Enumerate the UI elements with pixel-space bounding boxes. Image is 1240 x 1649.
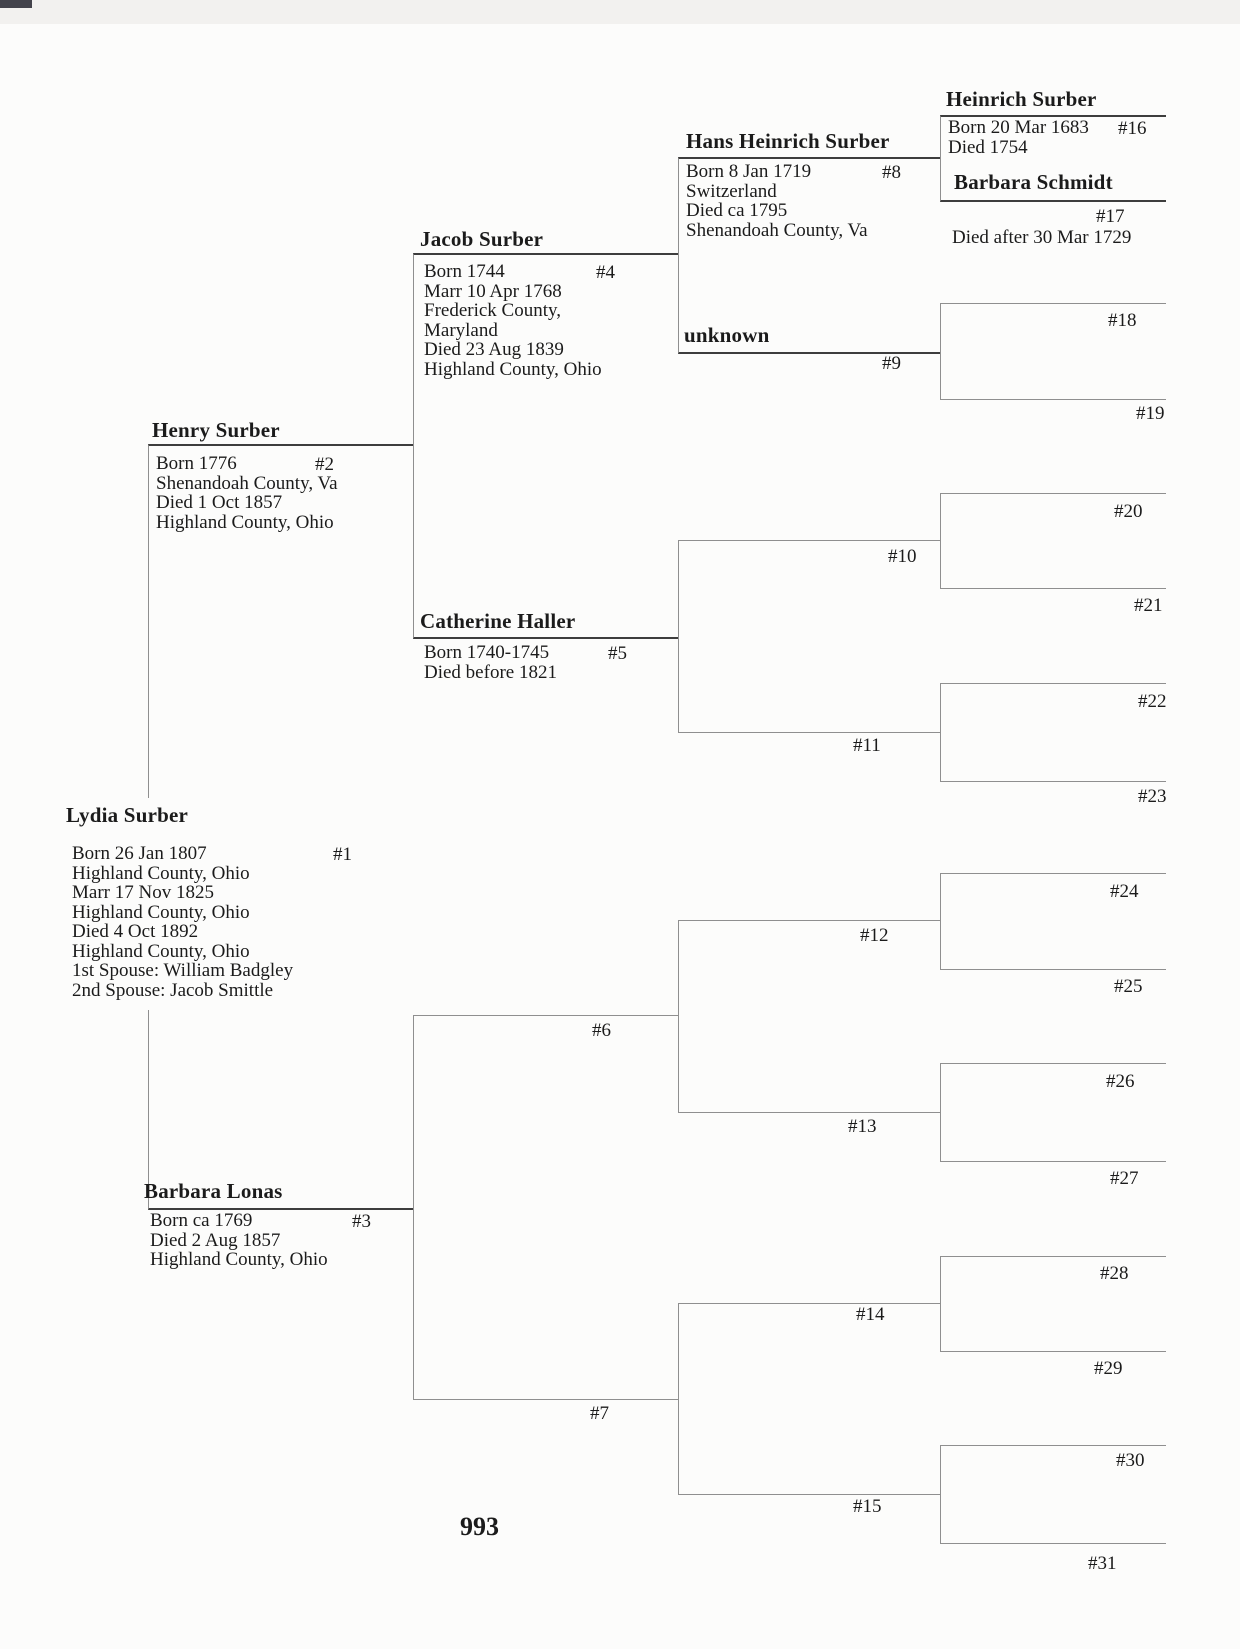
scan-corner-mark [0, 0, 32, 8]
ancestor-number-30: #30 [1116, 1450, 1145, 1471]
ancestor-number-8: #8 [882, 162, 901, 183]
bracket-couple-10-11 [678, 540, 941, 733]
ancestor-number-2: #2 [315, 454, 334, 475]
ancestor-number-16: #16 [1118, 118, 1147, 139]
detail-line: Died before 1821 [424, 661, 557, 683]
ancestor-number-20: #20 [1114, 501, 1143, 522]
ancestor-number-6: #6 [592, 1020, 611, 1041]
detail-line: 1st Spouse: William Badgley [72, 960, 294, 981]
detail-line: Died 2 Aug 1857 [150, 1229, 281, 1251]
person-name-catherine-haller: Catherine Haller [420, 609, 576, 633]
person-details-lydia-surber [72, 844, 293, 1000]
detail-line: Highland County, Ohio [150, 1249, 328, 1270]
detail-line: Shenandoah County, Va [156, 472, 338, 494]
detail-line: Born 1744 [424, 261, 505, 282]
ancestor-number-28: #28 [1100, 1263, 1129, 1284]
ancestor-number-4: #4 [596, 262, 615, 283]
detail-line: Born ca 1769 [150, 1210, 253, 1231]
detail-line: Frederick County, [424, 300, 562, 321]
ancestor-number-18: #18 [1108, 310, 1137, 331]
detail-line: Marr 17 Nov 1825 [72, 882, 214, 903]
ancestor-number-10: #10 [888, 546, 917, 567]
person-details-jacob-surber [424, 262, 602, 379]
detail-line: Died 1 Oct 1857 [156, 492, 283, 513]
ancestor-number-22: #22 [1138, 691, 1167, 712]
page-number: 993 [460, 1512, 499, 1541]
ancestor-number-29: #29 [1094, 1358, 1123, 1379]
scan-edge-strip [0, 0, 1240, 24]
ancestor-number-9: #9 [882, 353, 901, 374]
ancestor-number-19: #19 [1136, 403, 1165, 424]
ancestor-number-24: #24 [1110, 881, 1139, 902]
person-details-catherine-haller [424, 643, 557, 682]
detail-line: Died ca 1795 [686, 200, 788, 221]
ancestor-number-14: #14 [856, 1304, 885, 1325]
detail-line: Died after 30 Mar 1729 [952, 227, 1132, 248]
detail-line: Highland County, Ohio [72, 940, 250, 962]
detail-line: Born 1776 [156, 453, 237, 474]
detail-line: Born 20 Mar 1683 [948, 117, 1089, 138]
detail-line: Maryland [424, 319, 498, 341]
ancestor-number-7: #7 [590, 1403, 609, 1424]
ancestor-number-21: #21 [1134, 595, 1163, 616]
person-name-heinrich-surber: Heinrich Surber [946, 87, 1097, 111]
person-name-barbara-schmidt: Barbara Schmidt [954, 170, 1113, 194]
ancestor-number-27: #27 [1110, 1168, 1139, 1189]
person-name-lydia-surber: Lydia Surber [66, 803, 189, 827]
ancestor-number-23: #23 [1138, 786, 1167, 807]
person-name-jacob-surber: Jacob Surber [420, 227, 544, 251]
detail-line: Shenandoah County, Va [686, 219, 868, 241]
detail-line: Died 4 Oct 1892 [72, 921, 199, 942]
ancestor-number-12: #12 [860, 925, 889, 946]
bracket-couple-6-7 [413, 1015, 679, 1400]
bracket-couple-22-23 [940, 683, 1166, 782]
person-details-heinrich-surber [948, 118, 1089, 157]
detail-line: Marr 10 Apr 1768 [424, 280, 562, 302]
ancestor-number-31: #31 [1088, 1553, 1117, 1574]
ancestor-number-11: #11 [853, 735, 881, 756]
detail-line: Switzerland [686, 180, 777, 202]
person-details-barbara-schmidt [952, 228, 1131, 248]
person-details-henry-surber [156, 454, 338, 532]
ancestor-number-5: #5 [608, 643, 627, 664]
ancestor-number-13: #13 [848, 1116, 877, 1137]
detail-line: Born 1740-1745 [424, 642, 550, 663]
detail-line: 2nd Spouse: Jacob Smittle [72, 979, 274, 1001]
ancestor-number-17: #17 [1096, 206, 1125, 227]
detail-line: Highland County, Ohio [424, 358, 602, 380]
person-details-hans-heinrich-surber [686, 162, 868, 240]
ancestor-number-15: #15 [853, 1496, 882, 1517]
person-name-barbara-lonas: Barbara Lonas [144, 1179, 283, 1203]
bracket-couple-28-29 [940, 1256, 1166, 1352]
person-name-hans-heinrich-surber: Hans Heinrich Surber [686, 129, 890, 153]
detail-line: Highland County, Ohio [156, 511, 334, 533]
detail-line: Born 8 Jan 1719 [686, 161, 812, 182]
person-details-barbara-lonas [150, 1211, 328, 1270]
detail-line: Highland County, Ohio [72, 901, 250, 923]
ancestor-number-1: #1 [333, 844, 352, 865]
detail-line: Born 26 Jan 1807 [72, 843, 207, 864]
bracket-couple-14-15 [678, 1303, 941, 1495]
ancestor-number-3: #3 [352, 1211, 371, 1232]
ancestor-number-26: #26 [1106, 1071, 1135, 1092]
person-name-henry-surber: Henry Surber [152, 418, 280, 442]
detail-line: Highland County, Ohio [72, 862, 250, 884]
detail-line: Died 23 Aug 1839 [424, 339, 564, 360]
ancestor-number-25: #25 [1114, 976, 1143, 997]
bracket-couple-12-13 [678, 920, 941, 1113]
detail-line: Died 1754 [948, 136, 1028, 158]
person-name-unknown: unknown [684, 323, 770, 347]
